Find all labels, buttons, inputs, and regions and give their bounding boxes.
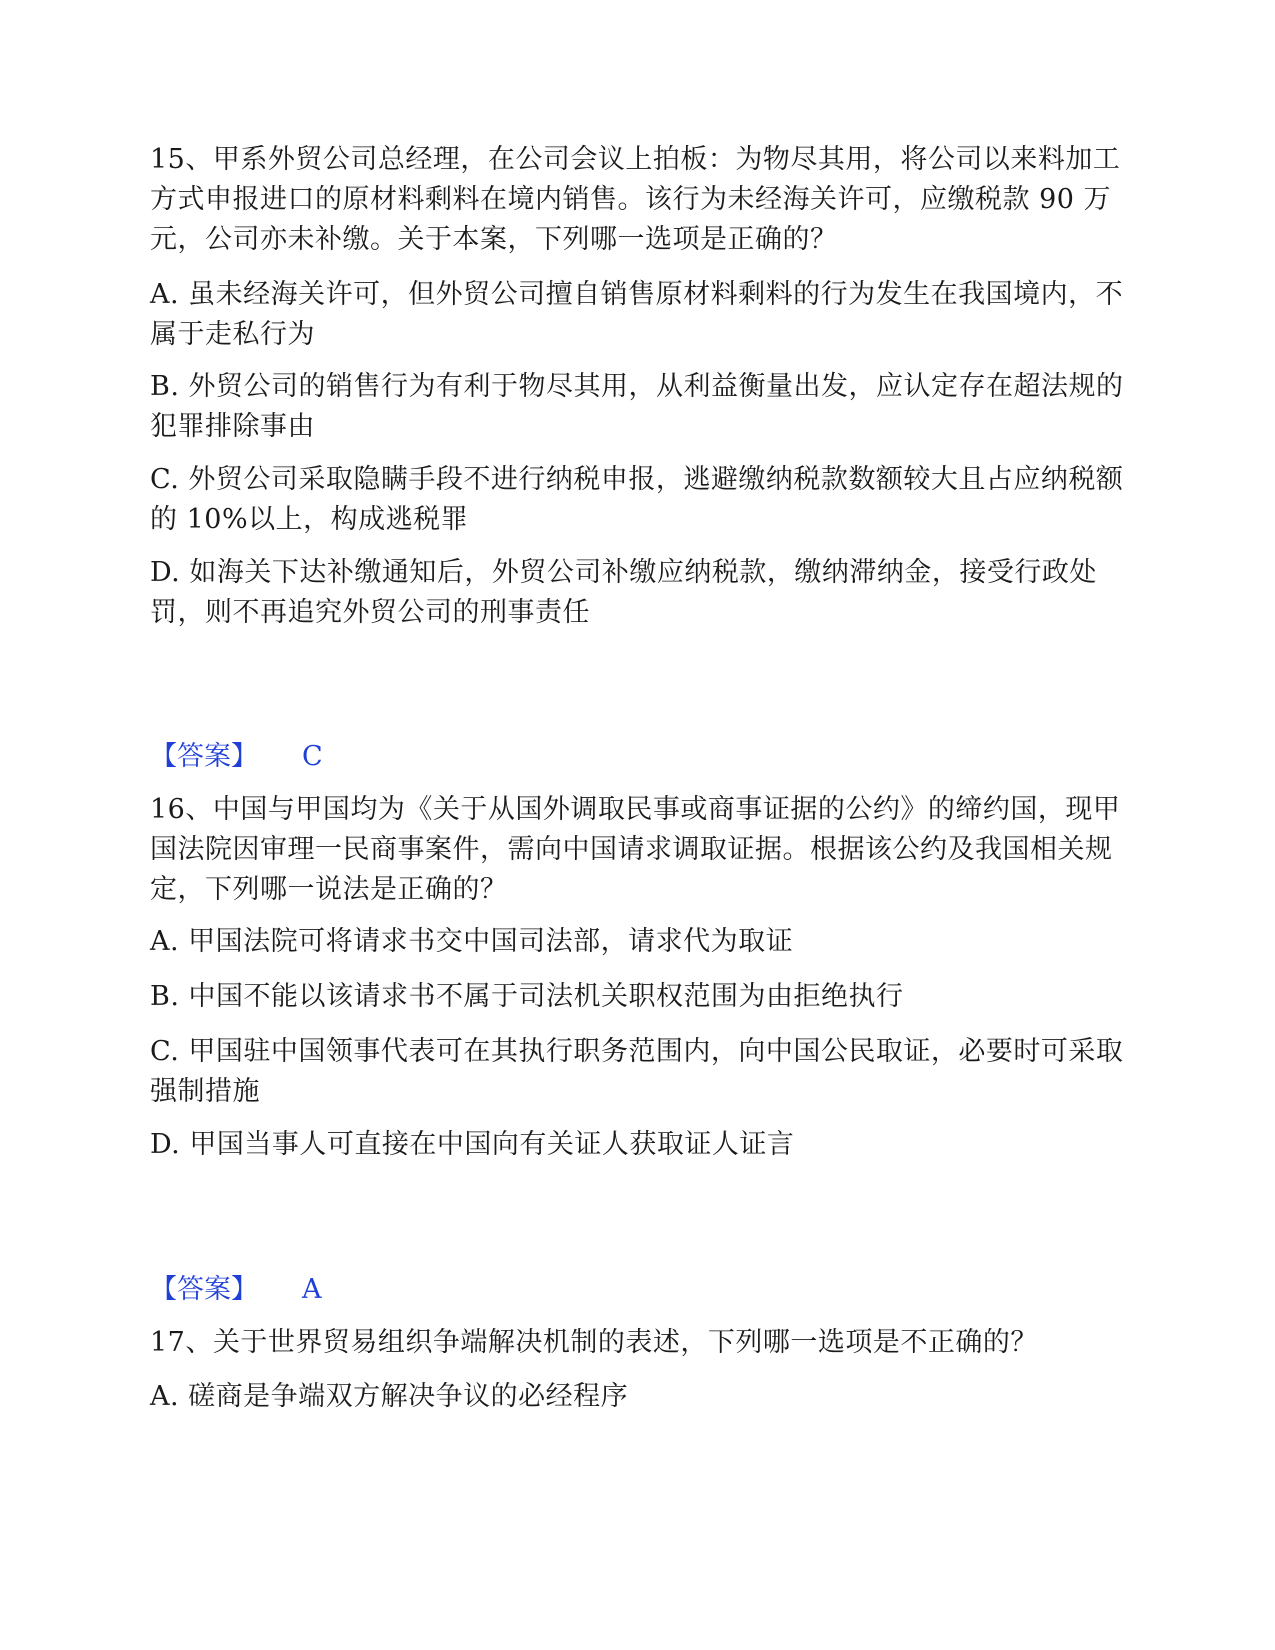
- question-17-option-a: A. 磋商是争端双方解决争议的必经程序: [150, 1381, 629, 1412]
- question-15-option-b: B. 外贸公司的销售行为有利于物尽其用，从利益衡量出发，应认定存在超法规的犯罪排除事由: [150, 371, 1124, 442]
- question-15-answer: [150, 737, 1125, 777]
- question-16-option-a: A. 甲国法院可将请求书交中国司法部，请求代为取证: [150, 926, 794, 957]
- question-16-option-d: D. 甲国当事人可直接在中国向有关证人获取证人证言: [150, 1129, 795, 1160]
- question-16-option-b: B. 中国不能以该请求书不属于司法机关职权范围为由拒绝执行: [150, 981, 904, 1012]
- question-15-option-d: D. 如海关下达补缴通知后，外贸公司补缴应纳税款，缴纳滞纳金，接受行政处罚，则不再追究外贸公司的刑事责任: [150, 557, 1097, 628]
- question-15-option-a: A. 虽未经海关许可，但外贸公司擅自销售原材料剩料的行为发生在我国境内，不属于走私行为: [150, 279, 1124, 350]
- answer-value: A: [302, 1274, 322, 1305]
- answer-value: C: [302, 741, 323, 772]
- answer-label: 【答案】: [150, 1274, 258, 1305]
- question-15-stem: 15、甲系外贸公司总经理，在公司会议上拍板：为物尽其用，将公司以来料加工方式申报进口的原材料剩料在境内销售。该行为未经海关许可，应缴税款 90 万元，公司亦未补缴。关于本案，下列哪一选项是正确的？: [150, 144, 1121, 255]
- answer-label: 【答案】: [150, 741, 258, 772]
- question-16-option-c: C. 甲国驻中国领事代表可在其执行职务范围内，向中国公民取证，必要时可采取强制措施: [150, 1036, 1124, 1107]
- question-17-stem: 17、关于世界贸易组织争端解决机制的表述，下列哪一选项是不正确的？: [150, 1327, 1038, 1358]
- question-16-stem: 16、中国与甲国均为《关于从国外调取民事或商事证据的公约》的缔约国，现甲国法院因审理一民商事案件，需向中国请求调取证据。根据该公约及我国相关规定，下列哪一说法是正确的？: [150, 794, 1121, 905]
- question-15-option-c: C. 外贸公司采取隐瞒手段不进行纳税申报，逃避缴纳税款数额较大且占应纳税额的 10%以上，构成逃税罪: [150, 464, 1124, 535]
- question-16-answer: [150, 1270, 1125, 1310]
